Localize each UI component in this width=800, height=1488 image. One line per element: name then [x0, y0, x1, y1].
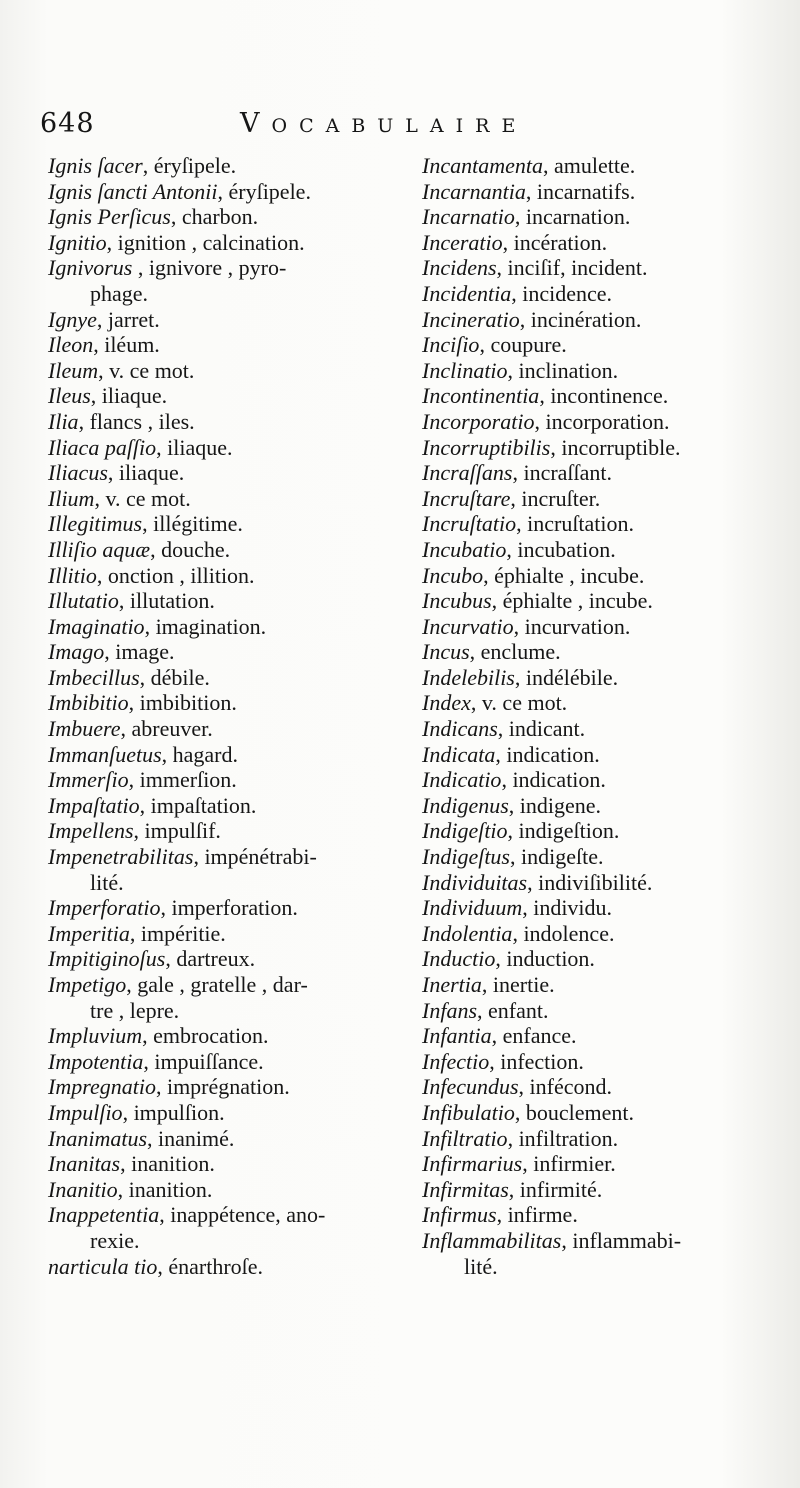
dictionary-entry [422, 793, 792, 819]
entry-definition: , énarthroſe. [157, 1253, 264, 1279]
entry-definition: , ignivore , pyro- [132, 255, 287, 281]
entry-term: Imbuere [48, 716, 121, 742]
entry-term: Incurvatio [422, 613, 514, 639]
dictionary-entry [422, 1049, 792, 1075]
dictionary-entry [422, 844, 792, 870]
entry-definition: , indolence. [512, 920, 615, 946]
entry-term: Impaſtatio [48, 792, 140, 818]
dictionary-entry [48, 818, 408, 844]
entry-definition: , infirmier. [522, 1151, 616, 1177]
dictionary-entry [422, 818, 792, 844]
dictionary-entry [48, 255, 408, 281]
entry-term: Incidens [422, 255, 497, 281]
entry-term: Impotentia [48, 1048, 144, 1074]
entry-definition: , infécond. [518, 1074, 612, 1100]
entry-definition: , enclume. [469, 639, 561, 665]
dictionary-entry [48, 998, 408, 1024]
entry-term: Ignivorus [48, 255, 133, 281]
entry-definition: , indication. [495, 741, 600, 767]
entry-definition: , embrocation. [142, 1023, 269, 1049]
entry-definition: , impulſif. [133, 818, 221, 844]
entry-term: Incus [422, 639, 470, 665]
entry-definition: rexie. [90, 1227, 140, 1253]
dictionary-entry [48, 332, 408, 358]
entry-term: Infirmus [422, 1202, 497, 1228]
entry-term: Imbibitio [48, 690, 129, 716]
dictionary-entry [48, 1177, 408, 1203]
entry-definition: , impaſtation. [139, 792, 257, 818]
dictionary-entry [48, 921, 408, 947]
dictionary-entry [422, 1254, 792, 1280]
entry-term: Infans [422, 997, 477, 1023]
entry-definition: , inertie. [481, 972, 555, 997]
entry-term: Impluvium [48, 1023, 143, 1049]
entry-term: Inciſio [422, 332, 480, 358]
entry-definition: , imbibition. [128, 690, 237, 716]
entry-definition: , impéritie. [129, 920, 226, 946]
entry-definition: , inciſif, incident. [496, 255, 648, 281]
entry-term: Infectio [422, 1048, 490, 1074]
entry-term: Imperforatio [48, 895, 161, 921]
entry-term: Incantamenta [422, 153, 543, 178]
entry-definition: , iliaque. [156, 434, 233, 460]
entry-definition: , v. ce mot. [94, 485, 191, 511]
dictionary-entry [48, 281, 408, 307]
entry-definition: , éphialte , incube. [483, 562, 645, 588]
dictionary-entry [422, 1151, 792, 1177]
entry-definition: , individu. [522, 895, 613, 921]
dictionary-entry [48, 204, 408, 230]
entry-term: Infecundus [422, 1074, 519, 1100]
right-column [422, 153, 792, 1279]
dictionary-entry [422, 255, 792, 281]
entry-definition: , dartreux. [165, 946, 256, 972]
entry-term: Illegitimus [48, 511, 143, 537]
entry-definition: , incruſter. [510, 485, 601, 511]
entry-term: Incontinentia [422, 383, 540, 409]
entry-definition: , charbon. [170, 204, 259, 230]
dictionary-entry [48, 946, 408, 972]
entry-term: Imperitia [48, 920, 130, 946]
entry-definition: , indigeſtion. [507, 818, 620, 844]
dictionary-entry [422, 895, 792, 921]
entry-definition: , indigeſte. [510, 844, 604, 870]
dictionary-entry [48, 537, 408, 563]
entry-term: Inappetentia [48, 1202, 160, 1228]
entry-definition: , indélébile. [514, 664, 619, 690]
dictionary-entry [422, 972, 792, 998]
dictionary-entry [48, 563, 408, 589]
dictionary-entry [422, 716, 792, 742]
entry-term: Incorruptibilis [422, 434, 551, 460]
entry-term: Inanitas [48, 1151, 121, 1177]
dictionary-entry [422, 665, 792, 691]
dictionary-entry [48, 383, 408, 409]
dictionary-entry [48, 972, 408, 998]
dictionary-entry [422, 998, 792, 1024]
entry-definition: , hagard. [161, 741, 239, 767]
dictionary-entry [422, 563, 792, 589]
entry-term: Indigeſtio [422, 818, 508, 844]
dictionary-entry [48, 1228, 408, 1254]
dictionary-entry [48, 639, 408, 665]
entry-definition: , flancs , iles. [78, 408, 195, 434]
entry-term: Incruſtare [422, 485, 511, 511]
dictionary-entry [48, 307, 408, 333]
entry-term: Iliacus [48, 460, 108, 486]
dictionary-entry [48, 716, 408, 742]
entry-definition: , infirme. [496, 1202, 578, 1228]
entry-definition: , imprégnation. [155, 1074, 290, 1100]
dictionary-entry [422, 1202, 792, 1228]
entry-definition: , indiviſibilité. [527, 869, 653, 895]
entry-term: Ilia [48, 408, 79, 434]
dictionary-entry [48, 435, 408, 461]
entry-definition: , image. [104, 639, 175, 665]
dictionary-entry [48, 358, 408, 384]
entry-term: narticula tio [48, 1253, 158, 1279]
dictionary-entry [48, 1126, 408, 1152]
dictionary-entry [422, 435, 792, 461]
entry-term: Indolentia [422, 920, 513, 946]
entry-definition: , onction , illition. [96, 562, 255, 588]
entry-term: Impellens [48, 818, 134, 844]
entry-definition: , incruſtation. [516, 511, 635, 537]
entry-term: Inanimatus [48, 1125, 147, 1151]
dictionary-entry [422, 153, 792, 179]
dictionary-entry [422, 204, 792, 230]
entry-term: Infibulatio [422, 1099, 515, 1125]
dictionary-entry [422, 767, 792, 793]
entry-term: Inductio [422, 946, 496, 972]
dictionary-entry [48, 1100, 408, 1126]
entry-definition: , infiltration. [507, 1125, 619, 1151]
dictionary-entry [422, 1228, 792, 1254]
entry-definition: tre , lepre. [90, 997, 180, 1023]
entry-term: Impenetrabilitas [48, 844, 194, 870]
entry-definition: , v. ce mot. [470, 690, 568, 716]
entry-definition: , indication. [501, 767, 606, 793]
entry-term: Incraſſans [422, 460, 513, 486]
entry-definition: , incarnatifs. [525, 178, 636, 204]
entry-term: Impetigo [48, 972, 127, 997]
dictionary-entry [422, 614, 792, 640]
dictionary-entry [48, 614, 408, 640]
dictionary-entry [48, 1023, 408, 1049]
entry-definition: , inanimé. [147, 1125, 235, 1151]
dictionary-entry [48, 844, 408, 870]
entry-term: Indicans [422, 716, 498, 742]
entry-definition: , abreuver. [120, 716, 213, 742]
dictionary-entry [422, 1126, 792, 1152]
dictionary-entry [48, 690, 408, 716]
dictionary-entry [422, 1074, 792, 1100]
dictionary-entry [48, 153, 408, 179]
entry-term: Ileum [48, 357, 99, 383]
entry-definition: , inflammabi- [561, 1227, 682, 1253]
entry-definition: , amulette. [542, 153, 636, 178]
dictionary-entry [48, 1049, 408, 1075]
dictionary-entry [48, 511, 408, 537]
dictionary-entry [422, 690, 792, 716]
entry-definition: , induction. [495, 946, 595, 972]
dictionary-entry [422, 1100, 792, 1126]
entry-term: Indigeſtus [422, 844, 510, 870]
entry-definition: lité. [464, 1253, 498, 1279]
entry-definition: , incraſſant. [512, 460, 613, 486]
entry-term: Ignis ſancti Antonii [48, 178, 218, 204]
entry-term: Imbecillus [48, 664, 140, 690]
entry-definition: , coupure. [479, 332, 567, 358]
entry-definition: , infection. [489, 1048, 584, 1074]
entry-definition: , incération. [502, 229, 608, 255]
entry-definition: , débile. [139, 664, 210, 690]
dictionary-entry [422, 307, 792, 333]
entry-definition: , incontinence. [539, 383, 669, 409]
entry-definition: , incorruptible. [550, 434, 681, 460]
dictionary-entry [48, 1074, 408, 1100]
entry-definition: , éphialte , incube. [491, 588, 653, 614]
entry-term: Ilium [48, 485, 95, 511]
dictionary-entry [422, 358, 792, 384]
dictionary-entry [422, 639, 792, 665]
entry-term: Inclinatio [422, 357, 508, 383]
dictionary-entry [422, 409, 792, 435]
entry-definition: , enfant. [477, 997, 549, 1023]
dictionary-entry [422, 742, 792, 768]
entry-term: Impulſio [48, 1099, 123, 1125]
dictionary-entry [48, 793, 408, 819]
entry-definition: , gale , gratelle , dar- [126, 972, 308, 997]
entry-definition: , incorporation. [534, 408, 670, 434]
entry-definition: , incinération. [519, 306, 642, 332]
entry-definition: , inanition. [117, 1176, 213, 1202]
dictionary-entry [422, 588, 792, 614]
dictionary-entry [422, 511, 792, 537]
entry-definition: , iliaque. [107, 460, 185, 486]
entry-term: Ileon [48, 332, 94, 358]
entry-term: Ignitio [48, 229, 107, 255]
entry-term: Incubus [422, 588, 492, 614]
entry-definition: , imperforation. [160, 895, 298, 921]
entry-definition: , inclination. [507, 357, 619, 383]
entry-definition: , éryſipele. [142, 153, 237, 178]
page-header [40, 108, 740, 148]
dictionary-entry [48, 870, 408, 896]
dictionary-entry [48, 1151, 408, 1177]
entry-definition: , v. ce mot. [98, 357, 195, 383]
entry-term: Ileus [48, 383, 91, 409]
dictionary-entry [422, 921, 792, 947]
entry-term: Incarnatio [422, 204, 515, 230]
entry-term: Ignis ſacer [48, 153, 143, 178]
entry-definition: , inappétence, ano- [159, 1202, 326, 1228]
dictionary-entry [422, 230, 792, 256]
dictionary-entry [48, 895, 408, 921]
entry-term: Infantia [422, 1023, 492, 1049]
entry-term: Incarnantia [422, 178, 526, 204]
dictionary-entry [48, 767, 408, 793]
entry-definition: , imagination. [144, 613, 267, 639]
entry-term: Inanitio [48, 1176, 118, 1202]
entry-term: Inceratio [422, 229, 503, 255]
entry-term: Incorporatio [422, 408, 535, 434]
entry-term: Indelebilis [422, 664, 515, 690]
entry-definition: , ignition , calcination. [106, 229, 305, 255]
entry-definition: , enfance. [491, 1023, 577, 1049]
dictionary-entry [422, 946, 792, 972]
entry-definition: , impénétrabi- [193, 844, 317, 870]
entry-term: Inflammabilitas [422, 1227, 562, 1253]
dictionary-entry [48, 409, 408, 435]
entry-definition: , bouclement. [514, 1099, 635, 1125]
entry-definition: , incubation. [506, 536, 616, 562]
entry-definition: , impuiſſance. [143, 1048, 264, 1074]
dictionary-entry [48, 1254, 408, 1280]
entry-term: Illitio [48, 562, 97, 588]
entry-term: Indigenus [422, 792, 509, 818]
entry-term: Infirmitas [422, 1176, 509, 1202]
entry-definition: , indigene. [508, 792, 602, 818]
entry-term: Immerſio [48, 767, 129, 793]
dictionary-entry [48, 588, 408, 614]
dictionary-entry [422, 460, 792, 486]
dictionary-entry [48, 486, 408, 512]
dictionary-entry [48, 665, 408, 691]
entry-definition: , incarnation. [514, 204, 631, 230]
entry-term: Incidentia [422, 280, 512, 306]
entry-term: Ignye [48, 306, 97, 332]
entry-definition: , impulſion. [122, 1099, 225, 1125]
entry-definition: , indicant. [497, 716, 586, 742]
entry-definition: , jarret. [96, 306, 160, 332]
dictionary-entry [48, 460, 408, 486]
entry-term: Illutatio [48, 588, 119, 614]
entry-term: Incubo [422, 562, 484, 588]
running-title: Vocabulaire [240, 108, 528, 139]
entry-term: Incineratio [422, 306, 520, 332]
entry-term: Incruſtatio [422, 511, 517, 537]
entry-definition: , iléum. [93, 332, 160, 358]
dictionary-entry [422, 383, 792, 409]
dictionary-entry [422, 537, 792, 563]
entry-term: Ignis Perſicus [48, 204, 171, 230]
entry-term: Individuum [422, 895, 523, 921]
entry-definition: , éryſipele. [217, 178, 311, 204]
entry-term: Impitiginoſus [48, 946, 166, 972]
entry-term: Index [422, 690, 471, 716]
entry-term: Impregnatio [48, 1074, 156, 1100]
entry-term: Immanſuetus [48, 741, 162, 767]
entry-term: Infirmarius [422, 1151, 523, 1177]
entry-definition: lité. [90, 869, 124, 895]
entry-definition: , incidence. [511, 280, 612, 306]
dictionary-entry [422, 1177, 792, 1203]
entry-term: Imago [48, 639, 105, 665]
entry-definition: , immerſion. [128, 767, 237, 793]
dictionary-entry [422, 870, 792, 896]
entry-term: Imaginatio [48, 613, 145, 639]
dictionary-entry [422, 179, 792, 205]
entry-definition: , inanition. [120, 1151, 215, 1177]
entry-term: Infiltratio [422, 1125, 508, 1151]
dictionary-entry [422, 332, 792, 358]
entry-definition: phage. [90, 280, 149, 306]
entry-term: Individuitas [422, 869, 528, 895]
left-column [48, 153, 408, 1279]
entry-term: Indicata [422, 741, 496, 767]
dictionary-entry [48, 742, 408, 768]
page-number: 648 [40, 108, 95, 139]
dictionary-entry [422, 281, 792, 307]
entry-term: Incubatio [422, 536, 507, 562]
dictionary-entry [422, 486, 792, 512]
dictionary-entry [48, 179, 408, 205]
dictionary-entry [422, 1023, 792, 1049]
entry-definition: , illégitime. [142, 511, 243, 537]
entry-definition: , infirmité. [508, 1176, 603, 1202]
entry-term: Illiſio aquæ [48, 536, 151, 562]
entry-definition: , douche. [150, 536, 231, 562]
dictionary-entry [48, 230, 408, 256]
entry-term: Indicatio [422, 767, 502, 793]
entry-definition: , iliaque. [90, 383, 168, 409]
dictionary-entry [48, 1202, 408, 1228]
entry-definition: , illutation. [118, 588, 215, 614]
entry-term: Iliaca paſſio [48, 434, 157, 460]
entry-definition: , incurvation. [513, 613, 631, 639]
entry-term: Inertia [422, 972, 482, 997]
